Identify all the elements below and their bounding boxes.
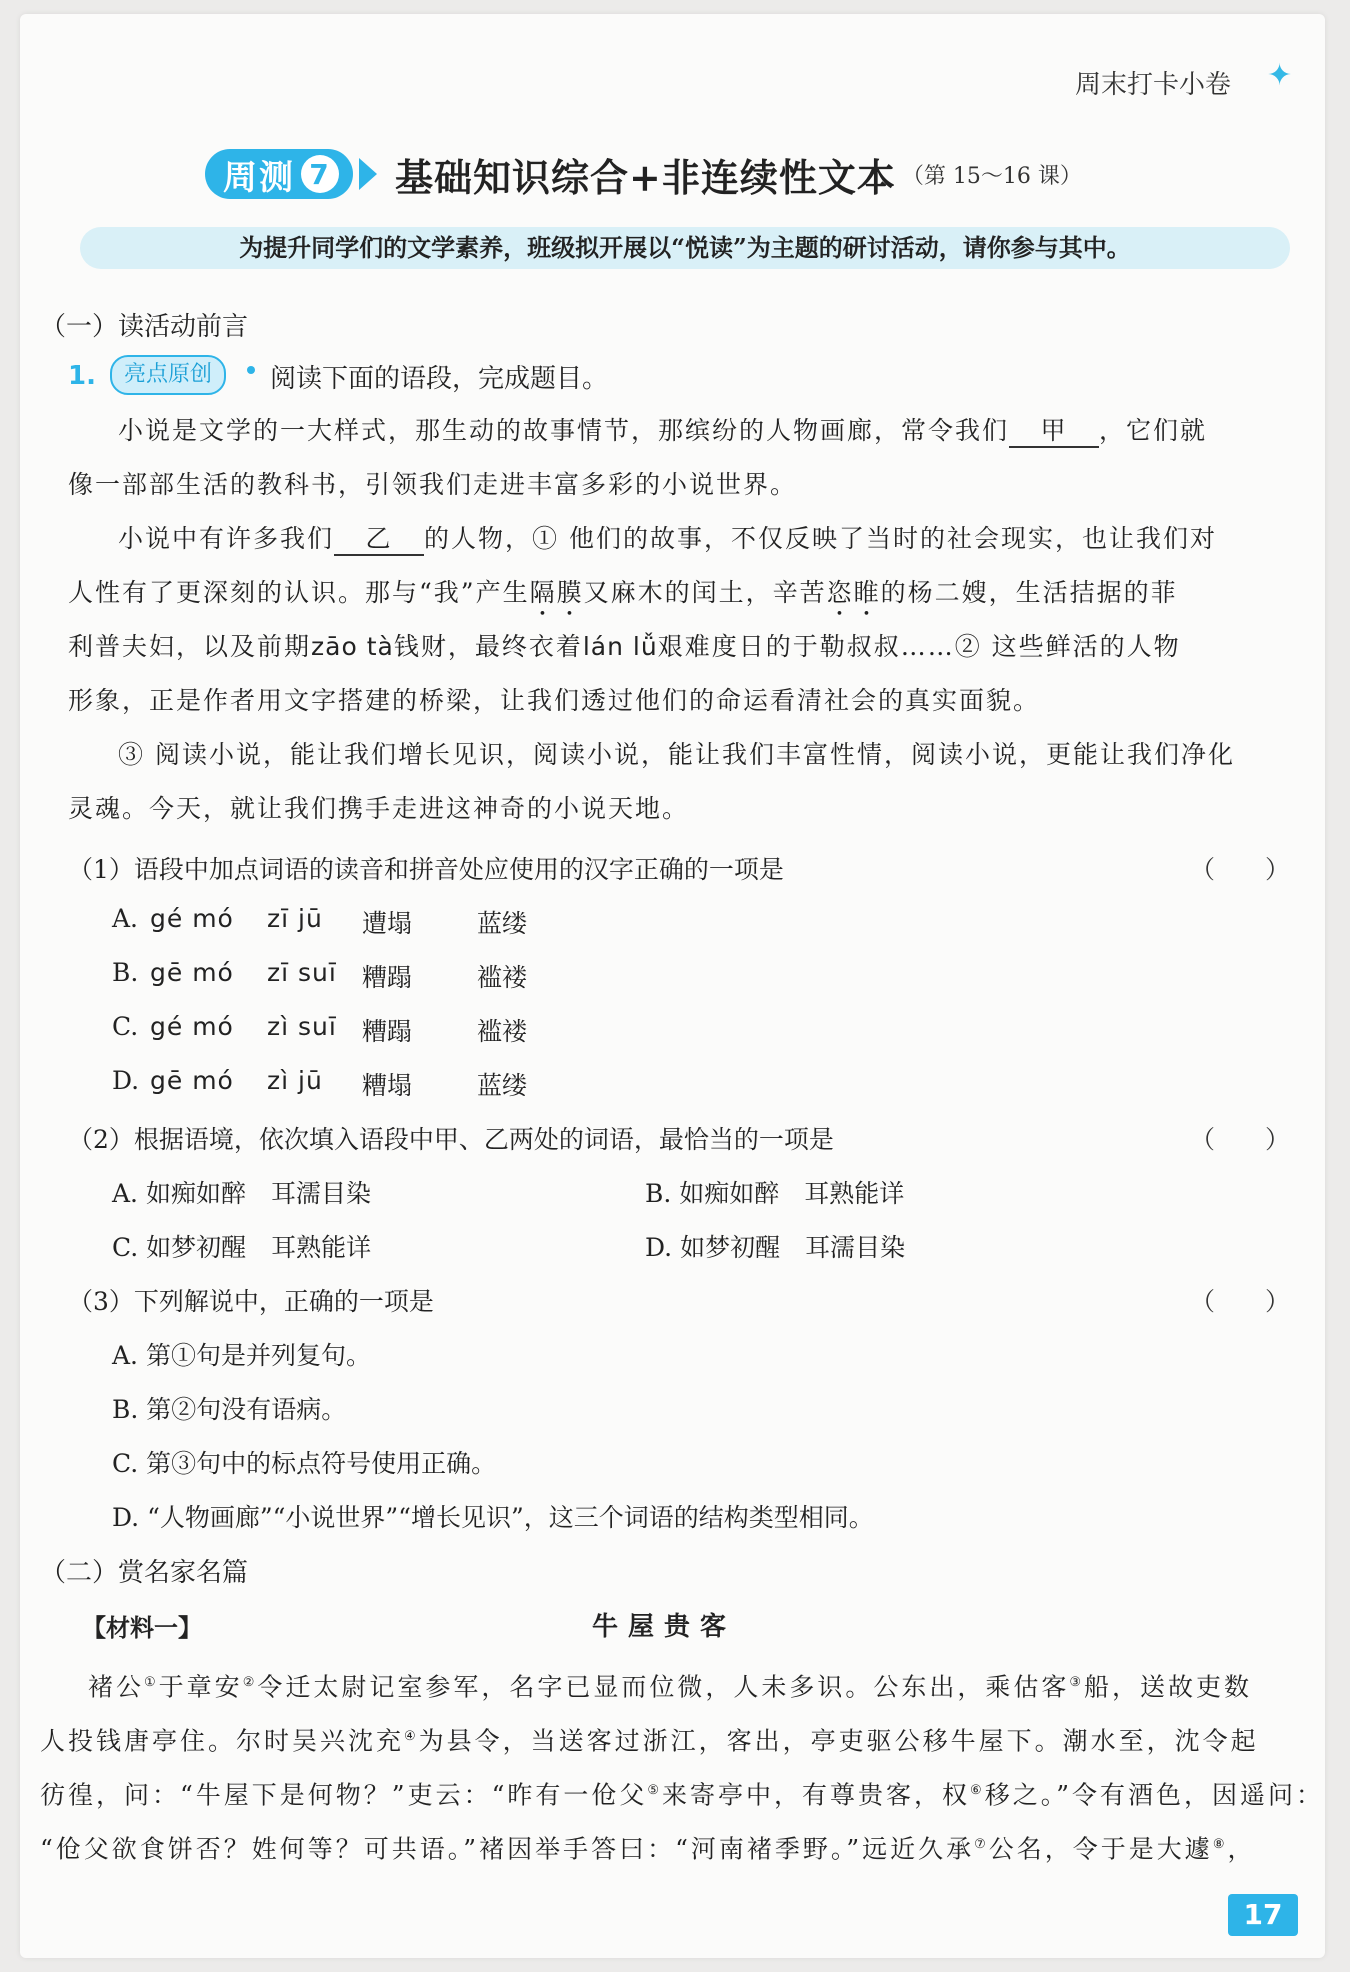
material-line: 褚公①于章安②令迁太尉记室参军，名字已显而位微，人未多识。公东出，乘估客③船，送故吏数 — [88, 1672, 1253, 1702]
passage-line: 小说中有许多我们 乙 的人物，① 他们的故事，不仅反映了当时的社会现实，也让我们对 — [118, 512, 1217, 566]
option-d: D. “人物画廊”“小说世界”“增长见识”，这三个词语的结构类型相同。 — [112, 1503, 874, 1532]
material-line: “伧父欲食饼否？姓何等？可共语。”褚因举手答曰：“河南褚季野。”远近久承⑦公名，令于是大遽⑧， — [40, 1834, 1256, 1864]
badge-arrow-icon — [359, 158, 377, 190]
worksheet-page — [20, 14, 1325, 1958]
answer-paren: （ ） — [1190, 1287, 1291, 1316]
section-heading-2: （二）赏名家名篇 — [40, 1558, 249, 1588]
answer-paren: （ ） — [1190, 855, 1291, 884]
option-b: B. gē mó zī suī 糟蹋 褴褛 — [112, 958, 528, 992]
section-heading-1: （一）读活动前言 — [40, 312, 249, 342]
passage-line: 小说是文学的一大样式，那生动的故事情节，那缤纷的人物画廊，常令我们 甲 ，它们就 — [118, 404, 1207, 458]
badge-label: 周测 — [223, 157, 295, 198]
dotted-word: 恣睢 — [826, 578, 881, 607]
material-line: 人投钱唐亭住。尔时吴兴沈充④为县令，当送客过浙江，客出，亭吏驱公移牛屋下。潮水至，沈令起 — [40, 1726, 1259, 1756]
page-number: 17 — [1228, 1894, 1298, 1936]
option-a: A. 如痴如醉 耳濡目染 — [112, 1179, 371, 1208]
option-c: C. 第③句中的标点符号使用正确。 — [112, 1449, 497, 1478]
passage-line: 灵魂。今天，就让我们携手走进这神奇的小说天地。 — [68, 794, 690, 823]
question-number: 1. — [68, 361, 96, 391]
passage-line: ③ 阅读小说，能让我们增长见识，阅读小说，能让我们丰富性情，阅读小说，更能让我们净化 — [118, 740, 1235, 769]
page-title: 基础知识综合+非连续性文本 — [395, 154, 896, 200]
tag-dot-icon — [247, 366, 255, 374]
passage-line: 人性有了更深刻的认识。那与“我”产生隔膜又麻木的闰土，辛苦恣睢的杨二嫂，生活拮据的菲 — [68, 578, 1178, 607]
option-a: A. gé mó zī jū 遭塌 蓝缕 — [112, 904, 528, 938]
option-c: C. gé mó zì suī 糟蹋 褴褛 — [112, 1012, 528, 1046]
pinyin: lán lǚ — [582, 632, 658, 661]
sparkle-icon: ✦ — [1267, 58, 1293, 93]
blank-a: 甲 — [1009, 416, 1099, 448]
pinyin: zāo tà — [311, 632, 394, 661]
material-label: 【材料一】 — [82, 1614, 202, 1642]
material-title: 牛屋贵客 — [592, 1612, 737, 1642]
material-line: 彷徨，问：“牛屋下是何物？”吏云：“昨有一伧父⑤来寄亭中，有尊贵客，权⑥移之。”令有酒色，因遥问： — [40, 1780, 1324, 1810]
question-prompt: 阅读下面的语段，完成题目。 — [270, 364, 609, 394]
option-d: D. gē mó zì jū 糟塌 蓝缕 — [112, 1066, 528, 1100]
quiz-badge — [205, 149, 353, 199]
option-d: D. 如梦初醒 耳濡目染 — [645, 1233, 906, 1262]
passage-line: 形象，正是作者用文字搭建的桥梁，让我们透过他们的命运看清社会的真实面貌。 — [68, 686, 1041, 715]
subquestion-stem: （1）语段中加点词语的读音和拼音处应使用的汉字正确的一项是 — [68, 855, 784, 884]
subquestion-stem: （3）下列解说中，正确的一项是 — [68, 1287, 434, 1316]
header-tag: 周末打卡小卷 — [1075, 70, 1232, 100]
intro-banner: 为提升同学们的文学素养，班级拟开展以“悦读”为主题的研讨活动，请你参与其中。 — [80, 227, 1290, 269]
option-a: A. 第①句是并列复句。 — [112, 1341, 371, 1370]
option-c: C. 如梦初醒 耳熟能详 — [112, 1233, 372, 1262]
subquestion-stem: （2）根据语境，依次填入语段中甲、乙两处的词语，最恰当的一项是 — [68, 1125, 834, 1154]
answer-paren: （ ） — [1190, 1125, 1291, 1154]
title-row — [205, 144, 1082, 204]
option-b: B. 如痴如醉 耳熟能详 — [645, 1179, 905, 1208]
badge-number: 7 — [301, 155, 339, 193]
passage-line: 利普夫妇，以及前期zāo tà钱财，最终衣着lán lǚ艰难度日的于勒叔叔……② 这些鲜活的人物 — [68, 632, 1181, 661]
original-tag: 亮点原创 — [110, 355, 226, 395]
passage-line: 像一部部生活的教科书，引领我们走进丰富多彩的小说世界。 — [68, 470, 798, 499]
blank-b: 乙 — [334, 524, 424, 556]
dotted-word: 隔膜 — [529, 578, 584, 607]
page-subtitle: （第 15～16 课） — [901, 163, 1082, 189]
option-b: B. 第②句没有语病。 — [112, 1395, 347, 1424]
